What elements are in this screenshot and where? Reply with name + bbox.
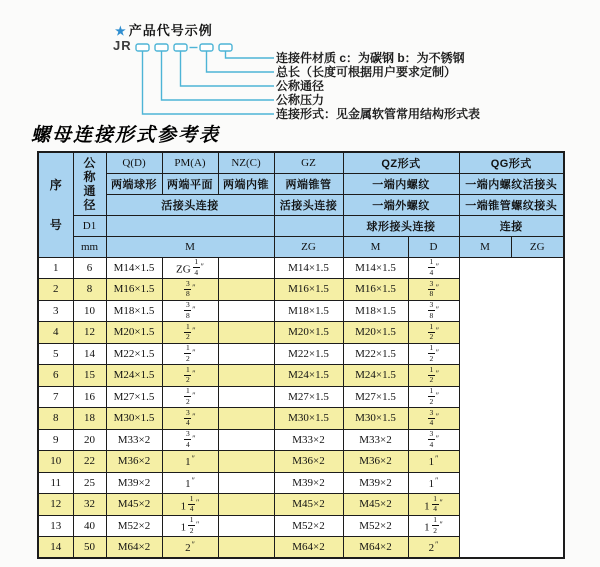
cell-seq: 5 bbox=[38, 343, 73, 365]
table-header bbox=[38, 152, 564, 257]
conn-type-gz: 活接头连接 bbox=[274, 194, 343, 215]
table-row bbox=[38, 300, 564, 322]
cell-qz-m bbox=[218, 494, 274, 516]
cell-m-thread: M16×1.5 bbox=[106, 279, 162, 301]
conn-type-qpn: 活接头连接 bbox=[106, 194, 274, 215]
table-row bbox=[38, 515, 564, 537]
cell-qg-zg: 1 $\frac{1}{4}$ ″ bbox=[408, 494, 459, 516]
cell-qg-m: M27×1.5 bbox=[343, 386, 408, 408]
cell-qg-zg: $\frac{1}{2}$ ″ bbox=[408, 386, 459, 408]
cell-m-thread: M27×1.5 bbox=[106, 386, 162, 408]
table-row bbox=[38, 472, 564, 494]
diagram-title bbox=[115, 20, 213, 39]
cell-qg-m: M39×2 bbox=[343, 472, 408, 494]
cell-mm: 10 bbox=[73, 300, 106, 322]
cell-qg-zg: $\frac{3}{8}$ ″ bbox=[408, 279, 459, 301]
cell-gz-thread: $\frac{3}{8}$ ″ bbox=[162, 279, 218, 301]
cell-mm: 16 bbox=[73, 386, 106, 408]
conn-type-qg: 一端锥管螺纹接头 bbox=[459, 194, 564, 215]
conn-type2-qz: 球形接头连接 bbox=[343, 215, 459, 236]
col-desc-gz: 两端锥管 bbox=[274, 173, 343, 194]
table-row bbox=[38, 279, 564, 301]
cell-qz-d: M39×2 bbox=[274, 472, 343, 494]
cell-qz-d: M33×2 bbox=[274, 429, 343, 451]
cell-mm: 14 bbox=[73, 343, 106, 365]
col-header-diameter: 公 称 通 径 bbox=[73, 152, 106, 215]
cell-qg-m: M18×1.5 bbox=[343, 300, 408, 322]
cell-gz-thread: 1 $\frac{1}{2}$ ″ bbox=[162, 515, 218, 537]
cell-seq: 7 bbox=[38, 386, 73, 408]
callout-line bbox=[181, 51, 275, 86]
reference-table bbox=[37, 151, 565, 559]
col-desc-q: 两端球形 bbox=[106, 173, 162, 194]
table-row bbox=[38, 494, 564, 516]
cell-qg-m: M16×1.5 bbox=[343, 279, 408, 301]
cell-seq: 4 bbox=[38, 322, 73, 344]
callout-line bbox=[143, 51, 275, 114]
thread-label-zg: ZG bbox=[274, 236, 343, 257]
cell-m-thread: M39×2 bbox=[106, 472, 162, 494]
cell-qg-m: M45×2 bbox=[343, 494, 408, 516]
cell-gz-thread: ZG $\frac{1}{4}$ ″ bbox=[162, 257, 218, 279]
callout-label-diameter: 公称通径 bbox=[276, 79, 325, 93]
cell-gz-thread: $\frac{3}{4}$ ″ bbox=[162, 408, 218, 430]
cell-m-thread: M18×1.5 bbox=[106, 300, 162, 322]
cell-qz-d: M24×1.5 bbox=[274, 365, 343, 387]
cell-qz-d: M16×1.5 bbox=[274, 279, 343, 301]
thread-label-m: M bbox=[106, 236, 274, 257]
thread-label-qz-d: D bbox=[408, 236, 459, 257]
cell-qg-m: M52×2 bbox=[343, 515, 408, 537]
cell-qg-zg: $\frac{3}{4}$ ″ bbox=[408, 429, 459, 451]
cell-mm: 8 bbox=[73, 279, 106, 301]
cell-qg-m: M14×1.5 bbox=[343, 257, 408, 279]
cell-qz-d: M64×2 bbox=[274, 537, 343, 559]
cell-qg-m: M20×1.5 bbox=[343, 322, 408, 344]
cell-m-thread: M45×2 bbox=[106, 494, 162, 516]
cell-qg-zg: 2″ bbox=[408, 537, 459, 559]
thread-label-qg-m: M bbox=[459, 236, 511, 257]
cell-mm: 32 bbox=[73, 494, 106, 516]
product-code-prefix: JR bbox=[113, 38, 132, 53]
col-desc-pm: 两端平面 bbox=[162, 173, 218, 194]
thread-label-qg-zg: ZG bbox=[511, 236, 564, 257]
cell-qz-m bbox=[218, 386, 274, 408]
callout-label-length: 总长（长度可根据用户要求定制） bbox=[276, 65, 457, 79]
cell-gz-thread: $\frac{1}{2}$ ″ bbox=[162, 343, 218, 365]
code-segment-box bbox=[219, 44, 232, 51]
cell-qz-m bbox=[218, 537, 274, 559]
cell-qg-zg: 1″ bbox=[408, 451, 459, 473]
table-row bbox=[38, 451, 564, 473]
callout-line bbox=[226, 51, 275, 58]
cell-mm: 25 bbox=[73, 472, 106, 494]
cell-qz-m bbox=[218, 322, 274, 344]
cell-mm: 20 bbox=[73, 429, 106, 451]
cell-gz-thread: $\frac{3}{8}$ ″ bbox=[162, 300, 218, 322]
cell-gz-thread: $\frac{3}{4}$ ″ bbox=[162, 429, 218, 451]
cell-qg-zg: $\frac{1}{2}$ ″ bbox=[408, 365, 459, 387]
cell-m-thread: M33×2 bbox=[106, 429, 162, 451]
cell-m-thread: M24×1.5 bbox=[106, 365, 162, 387]
cell-qz-m bbox=[218, 472, 274, 494]
cell-qg-m: M36×2 bbox=[343, 451, 408, 473]
cell-qz-m bbox=[218, 279, 274, 301]
cell-qz-d: M27×1.5 bbox=[274, 386, 343, 408]
col-desc-qg: 一端内螺纹活接头 bbox=[459, 173, 564, 194]
code-segment-box bbox=[200, 44, 213, 51]
col-header-seq: 序 号 bbox=[38, 152, 73, 257]
cell-qz-d: M45×2 bbox=[274, 494, 343, 516]
table-row bbox=[38, 343, 564, 365]
cell-seq: 1 bbox=[38, 257, 73, 279]
cell-mm: 40 bbox=[73, 515, 106, 537]
code-segment-box bbox=[174, 44, 187, 51]
cell-mm: 50 bbox=[73, 537, 106, 559]
cell-qz-d: M18×1.5 bbox=[274, 300, 343, 322]
cell-qg-m: M33×2 bbox=[343, 429, 408, 451]
table-row bbox=[38, 537, 564, 559]
cell-seq: 3 bbox=[38, 300, 73, 322]
cell-mm: 18 bbox=[73, 408, 106, 430]
cell-seq: 10 bbox=[38, 451, 73, 473]
cell-qg-m: M64×2 bbox=[343, 537, 408, 559]
cell-qz-m bbox=[218, 365, 274, 387]
cell-qg-m: M30×1.5 bbox=[343, 408, 408, 430]
cell-m-thread: M14×1.5 bbox=[106, 257, 162, 279]
empty-cell bbox=[274, 215, 343, 236]
cell-qg-zg: 1″ bbox=[408, 472, 459, 494]
cell-mm: 22 bbox=[73, 451, 106, 473]
cell-qz-d: M22×1.5 bbox=[274, 343, 343, 365]
cell-qg-zg: $\frac{3}{4}$ ″ bbox=[408, 408, 459, 430]
cell-gz-thread: $\frac{1}{2}$ ″ bbox=[162, 365, 218, 387]
cell-m-thread: M20×1.5 bbox=[106, 322, 162, 344]
col-header-qg: QG形式 bbox=[459, 152, 564, 173]
cell-m-thread: M36×2 bbox=[106, 451, 162, 473]
cell-qz-m bbox=[218, 300, 274, 322]
cell-gz-thread: 1 $\frac{1}{4}$ ″ bbox=[162, 494, 218, 516]
cell-qg-zg: $\frac{1}{2}$ ″ bbox=[408, 322, 459, 344]
cell-mm: 15 bbox=[73, 365, 106, 387]
cell-qz-d: M36×2 bbox=[274, 451, 343, 473]
cell-qg-m: M24×1.5 bbox=[343, 365, 408, 387]
cell-seq: 14 bbox=[38, 537, 73, 559]
cell-mm: 12 bbox=[73, 322, 106, 344]
cell-qz-m bbox=[218, 429, 274, 451]
table-title: 螺母连接形式参考表 bbox=[31, 125, 221, 146]
cell-m-thread: M52×2 bbox=[106, 515, 162, 537]
col-header-gz: GZ bbox=[274, 152, 343, 173]
cell-qz-m bbox=[218, 515, 274, 537]
col-header-qz: QZ形式 bbox=[343, 152, 459, 173]
col-desc-qz: 一端内螺纹 bbox=[343, 173, 459, 194]
col-header-d1: D1 bbox=[73, 215, 106, 236]
cell-mm: 6 bbox=[73, 257, 106, 279]
cell-qz-m bbox=[218, 451, 274, 473]
table-row bbox=[38, 429, 564, 451]
cell-seq: 9 bbox=[38, 429, 73, 451]
cell-gz-thread: 1″ bbox=[162, 451, 218, 473]
empty-cell bbox=[106, 215, 274, 236]
table-row bbox=[38, 408, 564, 430]
cell-qg-zg: $\frac{1}{2}$ ″ bbox=[408, 343, 459, 365]
code-segment-box bbox=[155, 44, 168, 51]
table-row bbox=[38, 365, 564, 387]
cell-qg-zg: $\frac{1}{4}$ ″ bbox=[408, 257, 459, 279]
code-segment-box bbox=[136, 44, 149, 51]
diagram-title-text: 产品代号示例 bbox=[128, 23, 213, 38]
conn-type2-qg: 连接 bbox=[459, 215, 564, 236]
cell-seq: 11 bbox=[38, 472, 73, 494]
callout-label-pressure: 公称压力 bbox=[276, 93, 325, 107]
table-row bbox=[38, 322, 564, 344]
cell-qz-m bbox=[218, 257, 274, 279]
cell-seq: 8 bbox=[38, 408, 73, 430]
cell-gz-thread: $\frac{1}{2}$ ″ bbox=[162, 322, 218, 344]
callout-label-material: 连接件材质 c：为碳钢 b：为不锈钢 bbox=[276, 51, 465, 65]
table-row bbox=[38, 386, 564, 408]
cell-seq: 13 bbox=[38, 515, 73, 537]
col-header-q: Q(D) bbox=[106, 152, 162, 173]
cell-seq: 6 bbox=[38, 365, 73, 387]
col-header-mm: mm bbox=[73, 236, 106, 257]
callout-label-connection: 连接形式：见金属软管常用结构形式表 bbox=[276, 107, 481, 121]
cell-seq: 2 bbox=[38, 279, 73, 301]
cell-qz-d: M14×1.5 bbox=[274, 257, 343, 279]
reference-table-wrap bbox=[37, 151, 565, 559]
col-desc-nz: 两端内锥 bbox=[218, 173, 274, 194]
table-row bbox=[38, 257, 564, 279]
cell-qg-zg: 1 $\frac{1}{2}$ ″ bbox=[408, 515, 459, 537]
cell-gz-thread: 2″ bbox=[162, 537, 218, 559]
col-header-nz: NZ(C) bbox=[218, 152, 274, 173]
cell-qz-m bbox=[218, 408, 274, 430]
cell-qg-zg: $\frac{3}{8}$ ″ bbox=[408, 300, 459, 322]
table-body bbox=[38, 257, 564, 558]
col-header-pm: PM(A) bbox=[162, 152, 218, 173]
cell-qz-d: M52×2 bbox=[274, 515, 343, 537]
cell-m-thread: M30×1.5 bbox=[106, 408, 162, 430]
cell-qz-m bbox=[218, 343, 274, 365]
cell-seq: 12 bbox=[38, 494, 73, 516]
conn-type-qz: 一端外螺纹 bbox=[343, 194, 459, 215]
thread-label-qz-m: M bbox=[343, 236, 408, 257]
cell-m-thread: M64×2 bbox=[106, 537, 162, 559]
cell-qg-m: M22×1.5 bbox=[343, 343, 408, 365]
callout-line bbox=[207, 51, 275, 72]
cell-gz-thread: 1″ bbox=[162, 472, 218, 494]
cell-gz-thread: $\frac{1}{2}$ ″ bbox=[162, 386, 218, 408]
cell-qz-d: M30×1.5 bbox=[274, 408, 343, 430]
star-icon: ★ bbox=[115, 24, 127, 38]
cell-m-thread: M22×1.5 bbox=[106, 343, 162, 365]
cell-qz-d: M20×1.5 bbox=[274, 322, 343, 344]
